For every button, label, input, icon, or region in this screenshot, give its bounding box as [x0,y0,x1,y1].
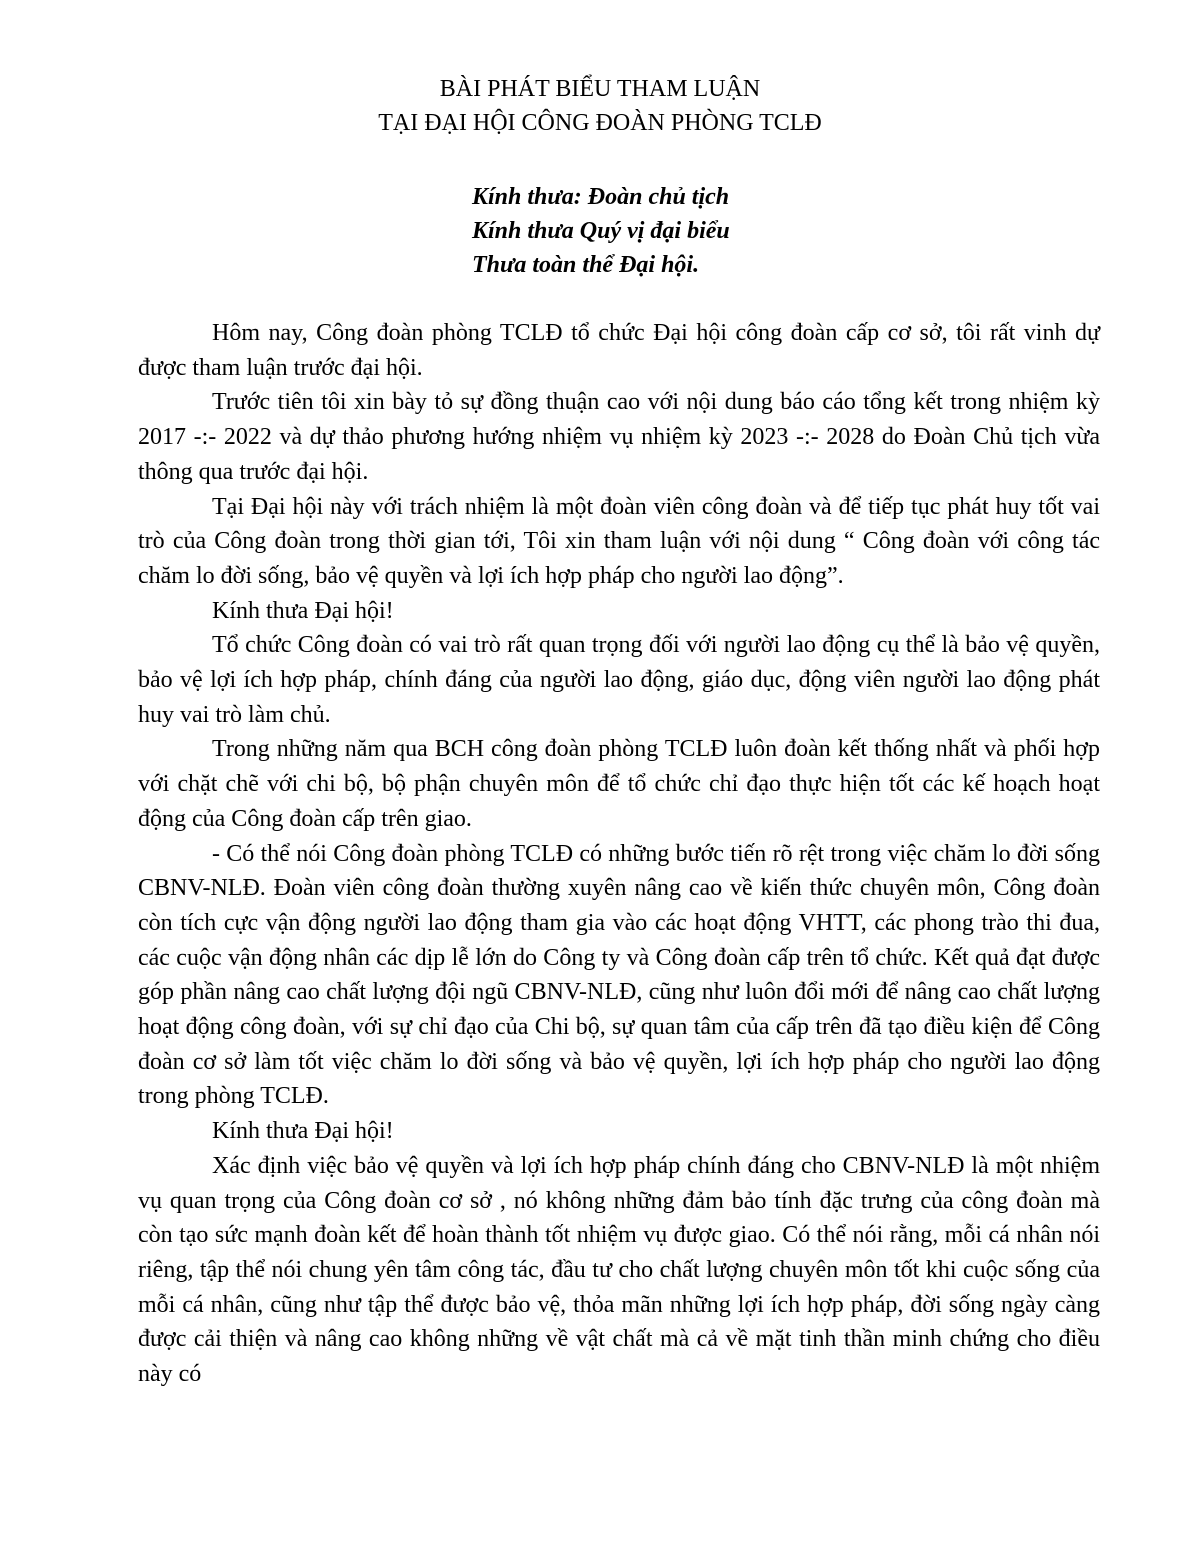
document-title [0,72,1200,140]
title-line-2: TẠI ĐẠI HỘI CÔNG ĐOÀN PHÒNG TCLĐ [378,110,822,136]
paragraph-rights: Xác định việc bảo vệ quyền và lợi ích hợp pháp chính đáng cho CBNV-NLĐ là một nhiệm vụ quan trọng của Công đoàn cơ sở , nó không những đảm bảo tính đặc trưng của công đoàn mà còn tạo sức mạnh đoàn kết để hoàn thành tốt nhiệm vụ được giao. Có thể nói rằng, mỗi cá nhân nói riêng, tập thể nói chung yên tâm công tác, đầu tư cho chất lượng chuyên môn tốt khi cuộc sống của mỗi cá nhân, cũng như tập thể được bảo vệ, thỏa mãn những lợi ích hợp pháp, đời sống ngày càng được cải thiện và nâng cao không những về vật chất mà cả về mặt tinh thần minh chứng cho điều này có [138,1152,1100,1388]
salutation-line-1: Kính thưa: Đoàn chủ tịch [472,184,730,210]
paragraph-greeting: Kính thưa Đại hội! [212,597,394,624]
paragraph-bch: Trong những năm qua BCH công đoàn phòng TCLĐ luôn đoàn kết thống nhất và phối hợp với chặt chẽ với chi bộ, bộ phận chuyên môn để tổ chức chỉ đạo thực hiện tốt các kế hoạch hoạt động của Công đoàn cấp trên giao. [138,736,1100,832]
paragraph-agreement: Trước tiên tôi xin bày tỏ sự đồng thuận cao với nội dung báo cáo tổng kết trong nhiệm kỳ 2017 -:- 2022 và dự thảo phương hướng nhiệm vụ nhiệm kỳ 2023 -:- 2028 do Đoàn Chủ tịch vừa thông qua trước đại hội. [138,389,1100,485]
salutation-line-3: Thưa toàn thể Đại hội. [472,252,700,278]
document-body [138,316,1100,1392]
paragraph-greeting-2: Kính thưa Đại hội! [212,1118,394,1145]
paragraph-role: Tổ chức Công đoàn có vai trò rất quan trọng đối với người lao động cụ thể là bảo vệ quyền, bảo vệ lợi ích hợp pháp, chính đáng của người lao động, giáo dục, động viên người lao động phát huy vai trò làm chủ. [138,632,1100,728]
title-line-1: BÀI PHÁT BIỂU THAM LUẬN [439,76,761,102]
salutation-block [472,180,730,282]
paragraph-progress: - Có thể nói Công đoàn phòng TCLĐ có những bước tiến rõ rệt trong việc chăm lo đời sống CBNV-NLĐ. Đoàn viên công đoàn thường xuyên nâng cao về kiến thức chuyên môn, Công đoàn còn tích cực vận động người lao động tham gia vào các hoạt động VHTT, các phong trào thi đua, các cuộc vận động nhân các dịp lễ lớn do Công ty và Công đoàn cấp trên tổ chức. Kết quả đạt được góp phần nâng cao chất lượng đội ngũ CBNV-NLĐ, cũng như luôn đổi mới để nâng cao chất lượng hoạt động công đoàn, với sự chỉ đạo của Chi bộ, sự quan tâm của cấp trên đã tạo điều kiện để Công đoàn cơ sở làm tốt việc chăm lo đời sống và bảo vệ quyền, lợi ích hợp pháp cho người lao động trong phòng TCLĐ. [138,840,1100,1110]
paragraph-opening: Hôm nay, Công đoàn phòng TCLĐ tổ chức Đại hội công đoàn cấp cơ sở, tôi rất vinh dự được tham luận trước đại hội. [138,320,1100,381]
paragraph-topic: Tại Đại hội này với trách nhiệm là một đoàn viên công đoàn và để tiếp tục phát huy tốt vai trò của Công đoàn trong thời gian tới, Tôi xin tham luận với nội dung “ Công đoàn với công tác chăm lo đời sống, bảo vệ quyền và lợi ích hợp pháp cho người lao động”. [138,493,1100,589]
salutation-line-2: Kính thưa Quý vị đại biểu [472,218,730,244]
